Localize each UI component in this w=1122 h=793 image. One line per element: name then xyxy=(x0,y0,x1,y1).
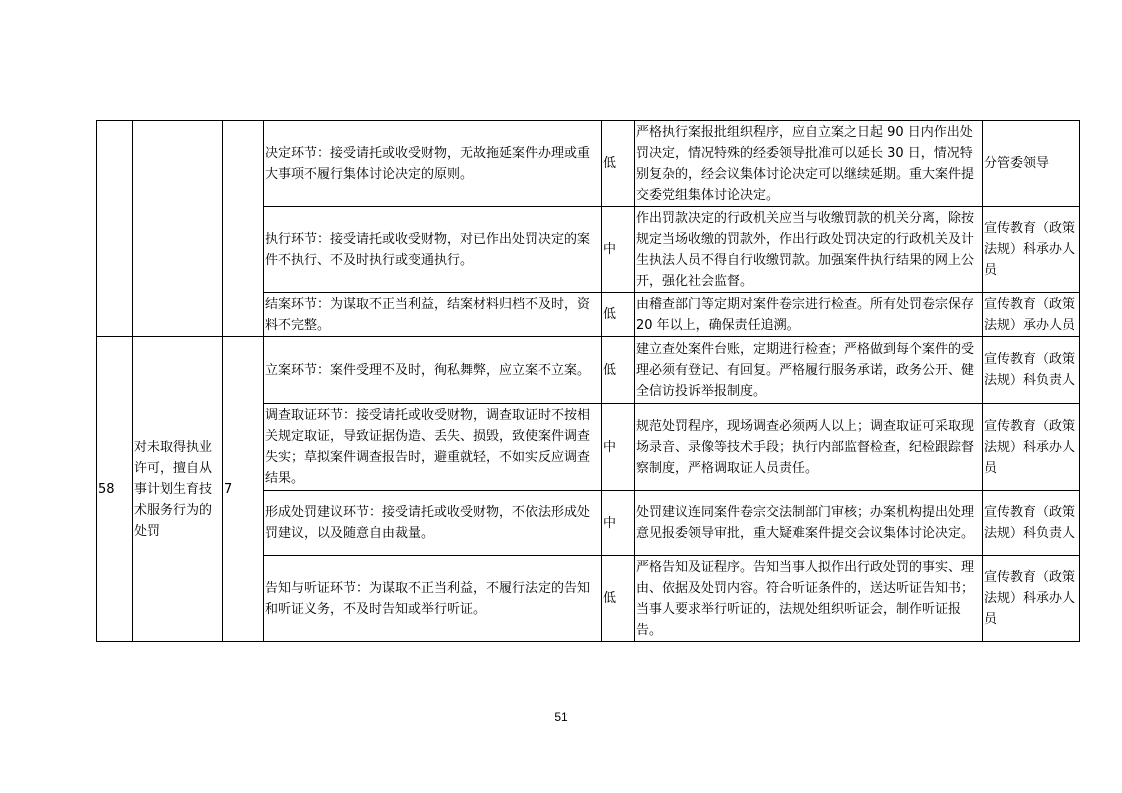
risk-level-cell: 中 xyxy=(602,404,635,491)
item-name-cell: 对未取得执业许可，擅自从事计划生育技术服务行为的处罚 xyxy=(133,337,223,642)
link-cell: 执行环节：接受请托或收受财物，对已作出处罚决定的案件不执行、不及时执行或变通执行。 xyxy=(264,207,602,293)
link-cell: 决定环节：接受请托或收受财物，无故拖延案件办理或重大事项不履行集体讨论决定的原则。 xyxy=(264,121,602,207)
link-cell: 告知与听证环节：为谋取不正当利益，不履行法定的告知和听证义务，不及时告知或举行听证。 xyxy=(264,556,602,642)
link-cell: 调查取证环节：接受请托或收受财物，调查取证时不按相关规定取证，导致证据伪造、丢失、损毁，致使案件调查失实；草拟案件调查报告时，避重就轻，不如实反应调查结果。 xyxy=(264,404,602,491)
page-number: 51 xyxy=(554,710,568,724)
measure-cell: 严格告知及证程序。告知当事人拟作出行政处罚的事实、理由、依据及处罚内容。符合听证条件的，送达听证告知书；当事人要求举行听证的，法规处组织听证会，制作听证报告。 xyxy=(635,556,983,642)
responsible-cell: 宣传教育（政策法规）科承办人员 xyxy=(983,556,1080,642)
responsible-cell: 宣传教育（政策法规）科负责人 xyxy=(983,337,1080,404)
item-name-cell xyxy=(133,121,223,337)
table-row xyxy=(97,337,1080,404)
risk-table xyxy=(96,120,1080,642)
item-count-cell xyxy=(223,121,264,337)
risk-level-cell: 低 xyxy=(602,556,635,642)
responsible-cell: 分管委领导 xyxy=(983,121,1080,207)
measure-cell: 规范处罚程序，现场调查必须两人以上；调查取证可采取现场录音、录像等技术手段；执行内部监督检查，纪检跟踪督察制度，严格调取证人员责任。 xyxy=(635,404,983,491)
risk-level-cell: 低 xyxy=(602,337,635,404)
measure-cell: 建立查处案件台账，定期进行检查；严格做到每个案件的受理必须有登记、有回复。严格履行服务承诺，政务公开、健全信访投诉举报制度。 xyxy=(635,337,983,404)
measure-cell: 作出罚款决定的行政机关应当与收缴罚款的机关分离，除按规定当场收缴的罚款外，作出行政处罚决定的行政机关及计生执法人员不得自行收缴罚款。加强案件执行结果的网上公开，强化社会监督。 xyxy=(635,207,983,293)
item-number-cell: 58 xyxy=(97,337,133,642)
risk-level-cell: 中 xyxy=(602,207,635,293)
link-cell: 立案环节：案件受理不及时，徇私舞弊，应立案不立案。 xyxy=(264,337,602,404)
responsible-cell: 宣传教育（政策法规）科承办人员 xyxy=(983,207,1080,293)
risk-level-cell: 低 xyxy=(602,121,635,207)
link-cell: 结案环节：为谋取不正当利益，结案材料归档不及时，资料不完整。 xyxy=(264,293,602,337)
responsible-cell: 宣传教育（政策法规）科负责人 xyxy=(983,491,1080,556)
risk-level-cell: 低 xyxy=(602,293,635,337)
item-number-cell xyxy=(97,121,133,337)
table-row xyxy=(97,121,1080,207)
responsible-cell: 宣传教育（政策法规）承办人员 xyxy=(983,293,1080,337)
measure-cell: 严格执行案报批组织程序，应自立案之日起 90 日内作出处罚决定，情况特殊的经委领导批准可以延长 30 日，情况特别复杂的，经会议集体讨论决定可以继续延期。重大案件提交委党组集体讨论决定。 xyxy=(635,121,983,207)
risk-level-cell: 中 xyxy=(602,491,635,556)
responsible-cell: 宣传教育（政策法规）科承办人员 xyxy=(983,404,1080,491)
item-count-cell: 7 xyxy=(223,337,264,642)
measure-cell: 处罚建议连同案件卷宗交法制部门审核；办案机构提出处理意见报委领导审批，重大疑难案件提交会议集体讨论决定。 xyxy=(635,491,983,556)
link-cell: 形成处罚建议环节：接受请托或收受财物，不依法形成处罚建议，以及随意自由裁量。 xyxy=(264,491,602,556)
measure-cell: 由稽查部门等定期对案件卷宗进行检查。所有处罚卷宗保存 20 年以上，确保责任追溯。 xyxy=(635,293,983,337)
